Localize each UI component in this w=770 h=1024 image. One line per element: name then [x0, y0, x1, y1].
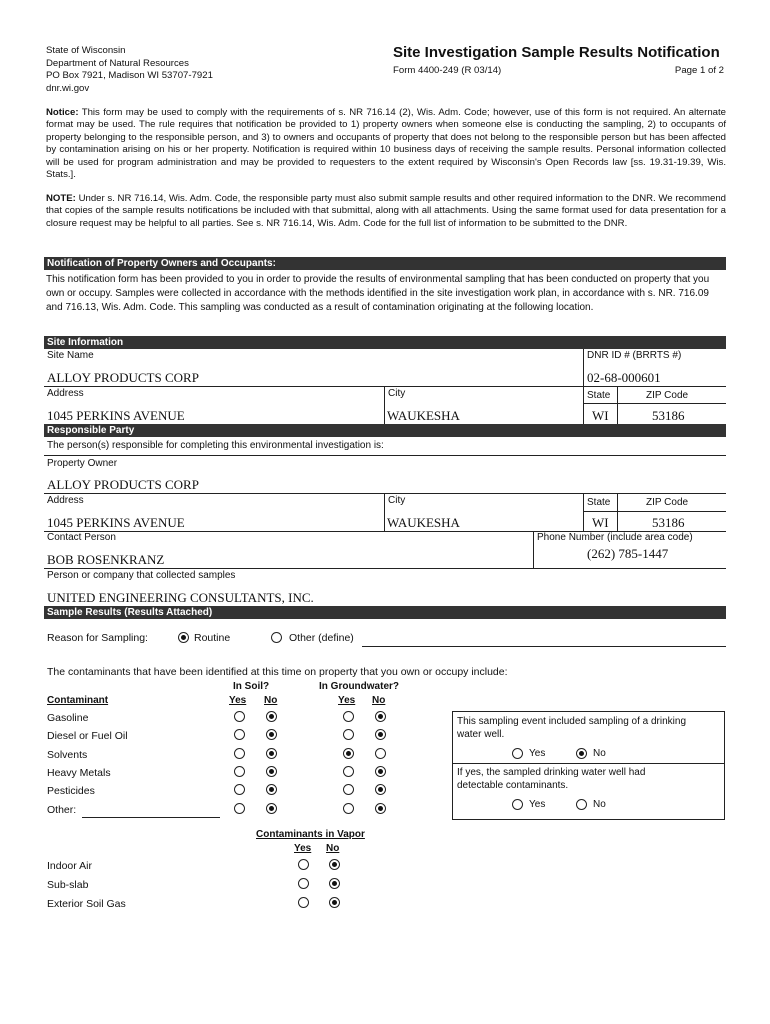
responsible-intro: The person(s) responsible for completing this environmental investigation is: [47, 440, 384, 451]
dnr-id-label: DNR ID # (BRRTS #) [587, 350, 682, 361]
site-divider-zip [617, 386, 618, 424]
site-name-label: Site Name [47, 350, 94, 361]
soil-gas-yes[interactable] [298, 897, 309, 908]
notice-label: Notice: [46, 107, 79, 118]
rp-address-label: Address [47, 495, 84, 506]
soil-header: In Soil? [233, 681, 270, 692]
vapor-row-sub-slab: Sub-slab [47, 879, 89, 891]
responsible-section-bar: Responsible Party [44, 424, 726, 437]
contaminant-row-pesticides: Pesticides [47, 785, 95, 797]
contaminant-header: Contaminant [47, 695, 109, 706]
sub-slab-no[interactable] [329, 878, 340, 889]
notification-section-bar: Notification of Property Owners and Occupants: [44, 257, 726, 270]
site-zip-field[interactable]: 53186 [652, 408, 685, 423]
sub-slab-yes[interactable] [298, 878, 309, 889]
site-zip-label: ZIP Code [646, 390, 689, 401]
metals-gw-no[interactable] [375, 766, 386, 777]
well-detected-no-label: No [593, 799, 606, 810]
other-label: Other (define) [289, 632, 354, 644]
contaminants-intro: The contaminants that have been identified at this time on property that you own or occupy include: [47, 666, 508, 678]
rp-city-field[interactable]: WAUKESHA [387, 515, 460, 530]
sampler-label: Person or company that collected samples [47, 570, 236, 581]
contaminant-row-diesel: Diesel or Fuel Oil [47, 730, 128, 742]
site-state-field[interactable]: WI [592, 408, 609, 423]
site-section-bar: Site Information [44, 336, 726, 349]
contaminant-row-heavy-metals: Heavy Metals [47, 767, 111, 779]
gasoline-gw-yes[interactable] [343, 711, 354, 722]
pesticides-gw-no[interactable] [375, 784, 386, 795]
agency-address: PO Box 7921, Madison WI 53707-7921 [46, 70, 213, 82]
well-detected-yes-radio[interactable] [512, 799, 523, 810]
rp-line-3 [583, 511, 726, 512]
results-section-bar: Sample Results (Results Attached) [44, 606, 726, 619]
reason-label: Reason for Sampling: [47, 632, 148, 644]
other-radio[interactable] [271, 632, 282, 643]
solvents-gw-no[interactable] [375, 748, 386, 759]
rp-divider-zip [617, 493, 618, 531]
contaminant-row-other: Other: [47, 804, 77, 816]
other-soil-no[interactable] [266, 803, 277, 814]
contact-person-label: Contact Person [47, 532, 116, 543]
dnr-id-field[interactable]: 02-68-000601 [587, 370, 661, 385]
site-name-field[interactable]: ALLOY PRODUCTS CORP [47, 370, 199, 385]
soil-gas-no[interactable] [329, 897, 340, 908]
site-city-label: City [388, 388, 406, 399]
rp-state-field[interactable]: WI [592, 515, 609, 530]
site-address-label: Address [47, 388, 84, 399]
well-detected-yes-label: Yes [529, 799, 546, 810]
vapor-row-indoor-air: Indoor Air [47, 860, 92, 872]
rp-divider-state [583, 493, 584, 531]
note-label: NOTE: [46, 193, 76, 204]
routine-label: Routine [194, 632, 231, 644]
solvents-soil-no[interactable] [266, 748, 277, 759]
phone-field[interactable]: (262) 785-1447 [587, 546, 669, 561]
agency-state: State of Wisconsin [46, 45, 126, 56]
note-text: Under s. NR 716.14, Wis. Adm. Code, the responsible party must also submit sample results and other required information to the DNR. We recommend that copies of the sample results notifications be included with that submittal, along with all attachments. Using the same format used for data presentation for a closure request may be helpful to all parties. See s. NR 716.14, Wis. Adm. Code for the full list of information to be submitted to the DNR. [46, 193, 726, 229]
solvents-gw-yes[interactable] [343, 748, 354, 759]
diesel-gw-no[interactable] [375, 729, 386, 740]
property-owner-field[interactable]: ALLOY PRODUCTS CORP [47, 477, 199, 492]
phone-label: Phone Number (include area code) [537, 532, 693, 543]
rp-address-field[interactable]: 1045 PERKINS AVENUE [47, 515, 185, 530]
gasoline-gw-no[interactable] [375, 711, 386, 722]
routine-radio[interactable] [178, 632, 189, 643]
well-sampled-no-radio[interactable] [576, 748, 587, 759]
other-gw-yes[interactable] [343, 803, 354, 814]
metals-soil-no[interactable] [266, 766, 277, 777]
property-owner-label: Property Owner [47, 458, 118, 469]
site-state-label: State [587, 390, 611, 401]
rp-line-5 [44, 568, 726, 569]
pesticides-gw-yes[interactable] [343, 784, 354, 795]
rp-line-1 [44, 455, 726, 456]
rp-city-label: City [388, 495, 406, 506]
page-number: Page 1 of 2 [674, 65, 724, 76]
well-sampled-no-label: No [593, 748, 606, 759]
contaminant-row-gasoline: Gasoline [47, 712, 89, 724]
rp-state-label: State [587, 497, 611, 508]
well-sampled-yes-radio[interactable] [512, 748, 523, 759]
other-gw-no[interactable] [375, 803, 386, 814]
agency-department: Department of Natural Resources [46, 57, 189, 69]
groundwater-header: In Groundwater? [319, 681, 399, 692]
other-define-field[interactable] [362, 646, 726, 647]
agency-website: dnr.wi.gov [46, 82, 90, 94]
contact-person-field[interactable]: BOB ROSENKRANZ [47, 552, 165, 567]
well-question-1: This sampling event included sampling of a drinking water well. [457, 716, 687, 740]
well-box-divider [452, 763, 725, 764]
pesticides-soil-no[interactable] [266, 784, 277, 795]
vapor-yes-header: Yes [294, 843, 312, 854]
well-sampled-yes-label: Yes [529, 748, 546, 759]
rp-divider-city [384, 493, 385, 531]
well-question-2: If yes, the sampled drinking water well had detectable contaminants. [457, 767, 646, 791]
soil-no-header: No [264, 695, 278, 706]
other-soil-yes[interactable] [234, 803, 245, 814]
metals-gw-yes[interactable] [343, 766, 354, 777]
form-title: Site Investigation Sample Results Notification [393, 44, 720, 61]
indoor-air-yes[interactable] [298, 859, 309, 870]
vapor-header: Contaminants in Vapor [256, 829, 365, 840]
rp-divider-phone [533, 531, 534, 568]
form-number: Form 4400-249 (R 03/14) [393, 65, 502, 76]
contaminant-row-solvents: Solvents [47, 749, 88, 761]
other-contaminant-field[interactable] [82, 817, 220, 818]
gasoline-soil-yes[interactable] [234, 711, 245, 722]
gw-no-header: No [372, 695, 386, 706]
diesel-soil-yes[interactable] [234, 729, 245, 740]
notice-paragraph [46, 107, 726, 181]
vapor-row-soil-gas: Exterior Soil Gas [47, 898, 126, 910]
sampler-field[interactable]: UNITED ENGINEERING CONSULTANTS, INC. [47, 590, 314, 605]
agency-block [46, 45, 213, 95]
rp-zip-field[interactable]: 53186 [652, 515, 685, 530]
rp-zip-label: ZIP Code [646, 497, 689, 508]
soil-yes-header: Yes [229, 695, 247, 706]
vapor-no-header: No [326, 843, 340, 854]
gasoline-soil-no[interactable] [266, 711, 277, 722]
site-city-field[interactable]: WAUKESHA [387, 408, 460, 423]
note-paragraph [46, 193, 726, 230]
rp-line-2 [44, 493, 726, 494]
solvents-soil-yes[interactable] [234, 748, 245, 759]
pesticides-soil-yes[interactable] [234, 784, 245, 795]
site-row-line-1 [44, 386, 726, 387]
metals-soil-yes[interactable] [234, 766, 245, 777]
diesel-soil-no[interactable] [266, 729, 277, 740]
notification-text: This notification form has been provided to you in order to provide the results of environmental sampling that has been conducted on property that you own or occupy. Samples were collected in accordance with the methods identified in the site investigation work plan, in accordance with s. NR. 716.09 and 716.13, Wis. Adm. Code. This sampling was conducted as a result of contamination originating at the following location. [46, 274, 710, 313]
site-divider-city [384, 386, 385, 424]
gw-yes-header: Yes [338, 695, 356, 706]
indoor-air-no[interactable] [329, 859, 340, 870]
notice-text: This form may be used to comply with the requirements of s. NR 716.14 (2), Wis. Adm. Code; however, use of this form is not required. An alternate format may be used. The rule requires that notification be provided to 1) property owners when someone else is conducting the sampling, 2) to occupants of property belonging to the responsible person, and 3) to owners and occupants of property that does not belong to the responsible person but has been affected by contamination arising on his or her property. Notification is required within 10 business days of receiving the sample results. Personal information collected will be used for program administration and may be provided to requesters to the extent required by Wisconsin's Open Records law [ss. 19.31-19.39, Wis. Stats.]. [46, 107, 726, 181]
well-detected-no-radio[interactable] [576, 799, 587, 810]
site-address-field[interactable]: 1045 PERKINS AVENUE [47, 408, 185, 423]
diesel-gw-yes[interactable] [343, 729, 354, 740]
site-row-line-2 [583, 403, 726, 404]
